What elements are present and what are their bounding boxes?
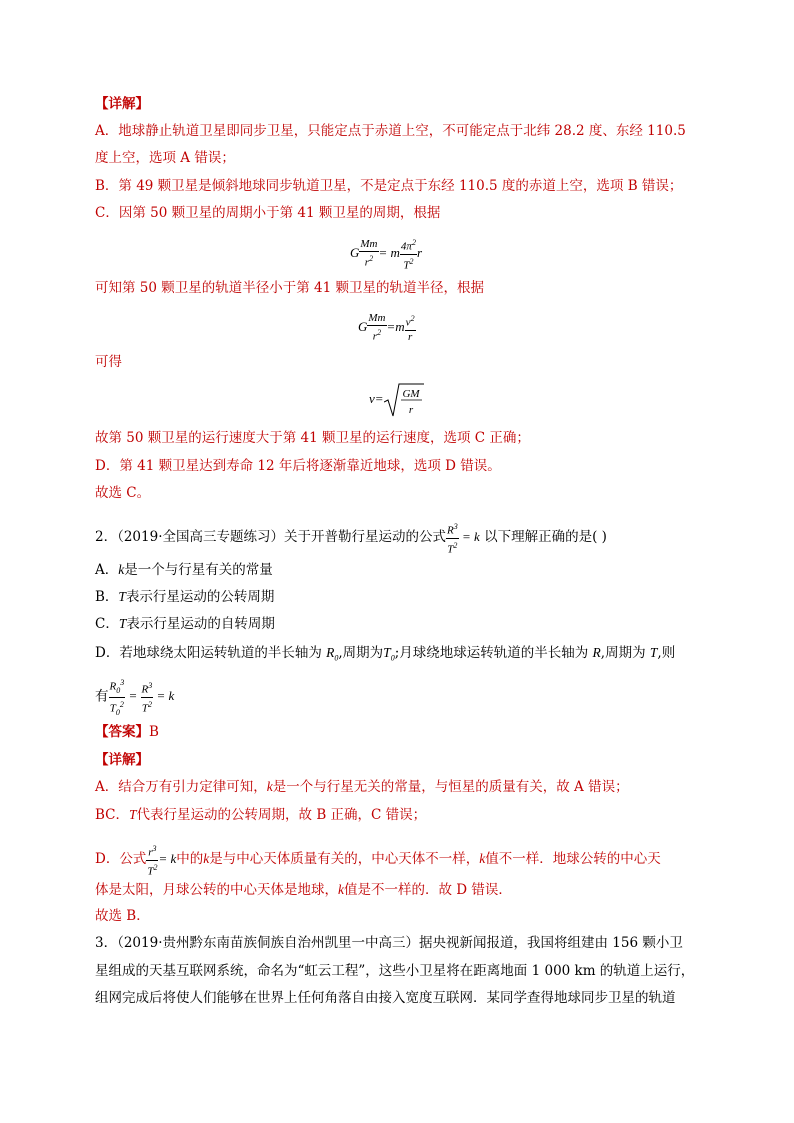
exp-a-part2: 是一个与行星无关的常量，与恒星的质量有关，故 A 错误； bbox=[272, 779, 629, 795]
explanation-c-line3: 可得 bbox=[95, 354, 122, 370]
question-2-option-c bbox=[95, 614, 275, 634]
option-b-prefix: B． bbox=[95, 589, 119, 605]
option-d-part2: 周期为 bbox=[342, 645, 384, 661]
option-d-part6: 有 bbox=[95, 688, 109, 705]
formula-gravity-velocity: G $\frac{Mm}{r^2}$ =m $\frac{v^2}{r}$ bbox=[358, 312, 415, 343]
question-2-option-a bbox=[95, 560, 273, 580]
explanation-b: B．第 49 颗卫星是倾斜地球同步轨道卫星，不是定点于东经 110.5 度的赤道上空，选项 B 错误； bbox=[95, 178, 683, 194]
question-2-option-d-line2 bbox=[95, 676, 174, 719]
option-b-text: 表示行星运动的公转周期 bbox=[125, 589, 275, 605]
exp-d-part4: 值不一样．地球公转的中心天 bbox=[485, 851, 661, 868]
answer-line bbox=[95, 722, 159, 742]
formula-kepler: $\frac{R^3}{T^2}$ = k bbox=[447, 522, 480, 556]
answer-value: B bbox=[149, 724, 159, 740]
exp-bc-part2: 代表行星运动的公转周期，故 B 正确，C 错误； bbox=[136, 807, 427, 823]
option-d-part3: 月球绕地球运转轨道的半长轴为 bbox=[399, 645, 589, 661]
question-2-stem bbox=[95, 520, 607, 556]
option-a-prefix: A． bbox=[95, 562, 119, 578]
explanation-c-line1: C．因第 50 颗卫星的周期小于第 41 颗卫星的周期，根据 bbox=[95, 205, 441, 221]
question-3-line1: 3．（2019·贵州黔东南苗族侗族自治州凯里一中高三）据央视新闻报道，我国将组建由 156 颗小卫 bbox=[95, 935, 683, 951]
option-d-part4: 周期为 bbox=[605, 645, 646, 661]
explanation2-a: A．结合万有引力定律可知，k是一个与行星无关的常量，与恒星的质量有关，故 A 错误； bbox=[95, 779, 629, 795]
question-2-option-b bbox=[95, 587, 274, 607]
explanation2-bc: BC．T代表行星运动的公转周期，故 B 正确，C 错误； bbox=[95, 807, 427, 823]
explanation-d: D．第 41 颗卫星达到寿命 12 年后将逐渐靠近地球，选项 D 错误。 bbox=[95, 458, 501, 474]
conclusion-1: 故选 C。 bbox=[95, 485, 151, 501]
formula-kepler-compare: $\frac{R_0^3}{T_0^2}$ = $\frac{R^3}{T^2}$ = k bbox=[109, 678, 175, 717]
question-3-line3: 组网完成后将使人们能够在世界上任何角落自由接入宽度互联网．某同学查得地球同步卫星的轨道 bbox=[95, 990, 676, 1006]
sqrt-symbol bbox=[384, 382, 424, 418]
explanation2-d-line1: D．公式 $\frac{r^3}{T^2}$ = k中的k是与中心天体质量有关的，中心天体不一样，k值不一样．地球公转的中心天 bbox=[95, 844, 661, 878]
exp-bc-part1: BC． bbox=[95, 807, 130, 823]
svg-text:r: r bbox=[408, 404, 413, 416]
explanation-c-line2: 可知第 50 颗卫星的轨道半径小于第 41 颗卫星的轨道半径，根据 bbox=[95, 280, 485, 296]
option-a-var: k bbox=[118, 562, 125, 577]
formula-r3-t2: $\frac{r^3}{T^2}$ = k bbox=[147, 844, 177, 878]
explanation-a-line2: 度上空，选项 A 错误； bbox=[95, 150, 235, 166]
option-a-text: 是一个与行星有关的常量 bbox=[124, 562, 273, 578]
question-2-option-d-line1: D．若地球绕太阳运转轨道的半长轴为 $R_0$,周期为$T_0$;月球绕地球运转轨道的半长轴为 R,周期为 T,则 bbox=[95, 645, 676, 663]
exp-d-part3: 是与中心天体质量有关的，中心天体不一样， bbox=[209, 851, 480, 868]
formula-gravity-period: G $\frac{Mm}{r^2}$ = m $\frac{4\pi^2}{T^2}$ r bbox=[350, 238, 422, 272]
explanation2-d-line2: 体是太阳，月球公转的中心天体是地球，k值是不一样的．故 D 错误． bbox=[95, 882, 512, 898]
option-c-prefix: C． bbox=[95, 616, 119, 632]
exp-d-part5: 体是太阳，月球公转的中心天体是地球， bbox=[95, 882, 338, 898]
detail-header-2: 【详解】 bbox=[95, 752, 149, 768]
svg-text:GM: GM bbox=[401, 388, 420, 400]
exp-d-part1: D．公式 bbox=[95, 851, 147, 868]
formula-velocity-sqrt: v= GM r bbox=[369, 382, 424, 418]
option-d-part1: D．若地球绕太阳运转轨道的半长轴为 bbox=[95, 645, 322, 661]
option-c-text: 表示行星运动的自转周期 bbox=[126, 616, 275, 632]
exp-d-part2: 中的 bbox=[176, 851, 204, 868]
option-c-var: T bbox=[118, 616, 127, 631]
exp-d-part6: 值是不一样的．故 D 错误． bbox=[344, 882, 512, 898]
option-d-part5: 则 bbox=[661, 645, 676, 661]
explanation-c-line4: 故第 50 颗卫星的运行速度大于第 41 颗卫星的运行速度，选项 C 正确； bbox=[95, 430, 530, 446]
question-2-stem-suffix: 以下理解正确的是( ) bbox=[484, 529, 607, 546]
detail-header: 【详解】 bbox=[95, 96, 149, 112]
question-2-stem-prefix: 2．（2019·全国高三专题练习）关于开普勒行星运动的公式 bbox=[95, 529, 446, 546]
answer-header: 【答案】 bbox=[95, 724, 149, 740]
explanation-a-line1: A．地球静止轨道卫星即同步卫星，只能定点于赤道上空，不可能定点于北纬 28.2 度、东经 110.5 bbox=[95, 123, 686, 139]
conclusion-2: 故选 B． bbox=[95, 908, 150, 924]
exp-a-part1: A．结合万有引力定律可知， bbox=[95, 779, 267, 795]
question-3-line2: 星组成的天基互联网系统，命名为“虹云工程”，这些小卫星将在距离地面 1 000 km 的轨道上运行， bbox=[95, 963, 695, 979]
option-b-var: T bbox=[118, 589, 126, 604]
